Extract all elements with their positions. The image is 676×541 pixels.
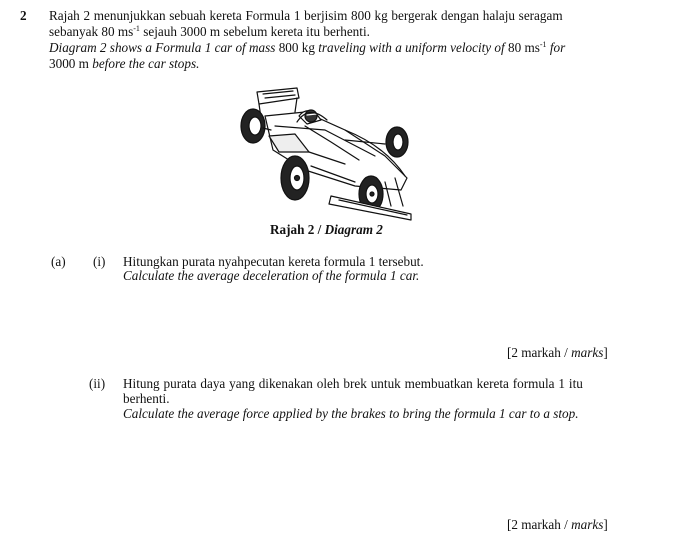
part-a-i-marks: [2 markah / marks] bbox=[507, 345, 608, 360]
part-a-i-malay: Hitungkan purata nyahpecutan kereta formula 1 tersebut. bbox=[123, 254, 424, 269]
part-a-i-label: (i) bbox=[93, 254, 106, 269]
diagram-caption: Rajah 2 / Diagram 2 bbox=[270, 222, 383, 237]
part-a-ii-marks: [2 markah / marks] bbox=[507, 517, 608, 532]
part-a-ii-english: Calculate the average force applied by the brakes to bring the formula 1 car to a stop. bbox=[123, 406, 579, 421]
question-number: 2 bbox=[20, 8, 27, 23]
formula1-car-illustration bbox=[235, 86, 417, 222]
stem-english-line2: 3000 m before the car stops. bbox=[49, 56, 200, 71]
part-a-ii-malay-line1: Hitung purata daya yang dikenakan oleh brek untuk membuatkan kereta formula 1 itu bbox=[123, 376, 583, 391]
part-a-ii-malay-line2: berhenti. bbox=[123, 391, 170, 406]
part-a-label: (a) bbox=[51, 254, 66, 269]
part-a-ii-label: (ii) bbox=[89, 376, 106, 391]
stem-english-line1: Diagram 2 shows a Formula 1 car of mass 800 kg traveling with a uniform velocity of 80 $ms^{-1}$ for bbox=[49, 40, 566, 55]
part-a-i-english: Calculate the average deceleration of the formula 1 car. bbox=[123, 268, 420, 283]
stem-malay-line2: sebanyak 80 $ms^{-1}$ sejauh 3000 m sebelum kereta itu berhenti. bbox=[49, 24, 370, 39]
stem-malay-line1: Rajah 2 menunjukkan sebuah kereta Formula 1 berjisim 800 kg bergerak dengan halaju seragam bbox=[49, 8, 563, 23]
